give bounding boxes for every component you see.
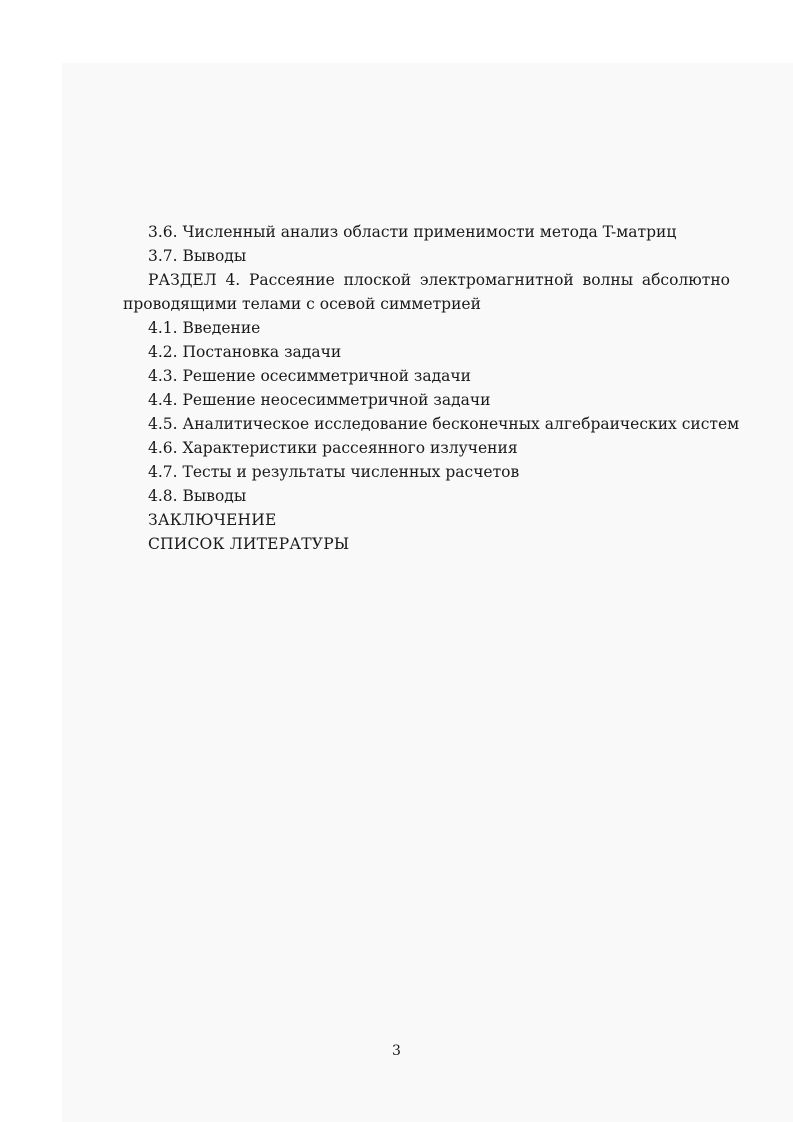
toc-entry-3-6: 3.6. Численный анализ области применимости метода T-матриц xyxy=(148,223,677,241)
toc-entry-4-5: 4.5. Аналитическое исследование бесконечных алгебраических систем xyxy=(148,415,740,433)
toc-entry-4-2: 4.2. Постановка задачи xyxy=(148,343,342,361)
toc-entry-4-6: 4.6. Характеристики рассеянного излучения xyxy=(148,439,518,457)
toc-section-4-line2: проводящими телами с осевой симметрией xyxy=(123,295,481,313)
toc-section-4-line1: РАЗДЕЛ 4. Рассеяние плоской электромагнитной волны абсолютно xyxy=(148,271,730,289)
toc-entry-conclusion: ЗАКЛЮЧЕНИЕ xyxy=(148,511,277,529)
toc-section-4 xyxy=(123,268,730,316)
toc-entry-references: СПИСОК ЛИТЕРАТУРЫ xyxy=(148,535,350,553)
toc-entry-4-3: 4.3. Решение осесимметричной задачи xyxy=(148,367,471,385)
toc-entry-4-8: 4.8. Выводы xyxy=(148,487,247,505)
toc-entry-4-4: 4.4. Решение неосесимметричной задачи xyxy=(148,391,491,409)
toc-entry-4-1: 4.1. Введение xyxy=(148,319,261,337)
page-number: 3 xyxy=(392,1043,401,1059)
toc-entry-3-7: 3.7. Выводы xyxy=(148,247,247,265)
toc-entry-4-7: 4.7. Тесты и результаты численных расчетов xyxy=(148,463,520,481)
table-of-contents xyxy=(123,220,740,556)
